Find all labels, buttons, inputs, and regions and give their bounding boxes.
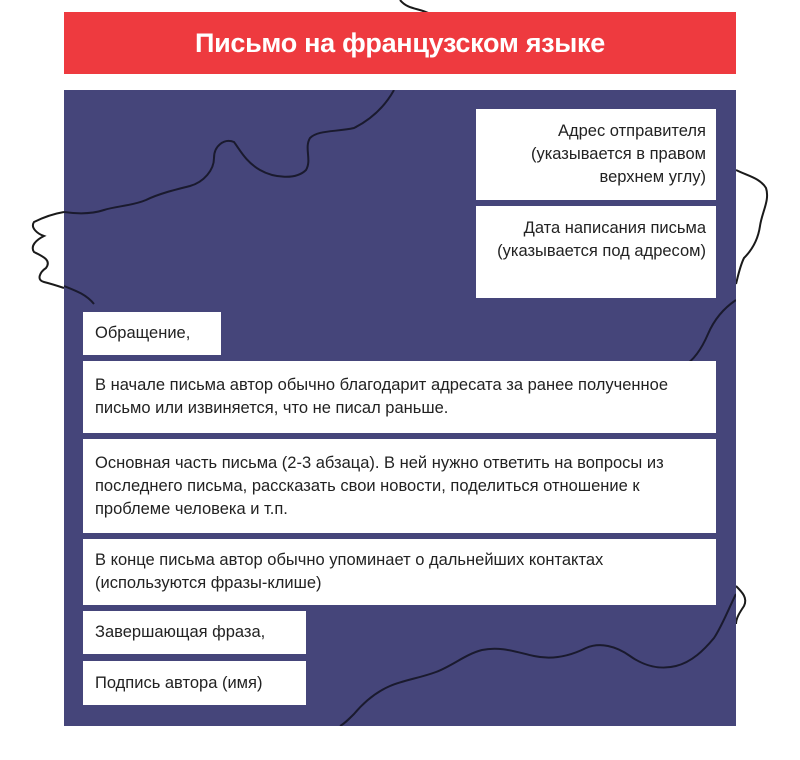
signature-box: Подпись автора (имя) [83,661,306,705]
page-title: Письмо на французском языке [64,12,736,74]
greeting-box: Обращение, [83,312,221,355]
final-phrase-box: Завершающая фраза, [83,611,306,654]
sender-address-box: Адрес отправителя (указывается в правом верхнем углу) [476,109,716,200]
main-body-box: Основная часть письма (2-3 абзаца). В ней нужно ответить на вопросы из последнего письма, рассказать свои новости, поделиться отношение к проблеме человека и т.п. [83,439,716,533]
closing-contacts-box: В конце письма автор обычно упоминает о дальнейших контактах (используются фразы-клише) [83,539,716,605]
date-box: Дата написания письма (указывается под адресом) [476,206,716,298]
intro-box: В начале письма автор обычно благодарит адресата за ранее полученное письмо или извиняется, что не писал раньше. [83,361,716,433]
